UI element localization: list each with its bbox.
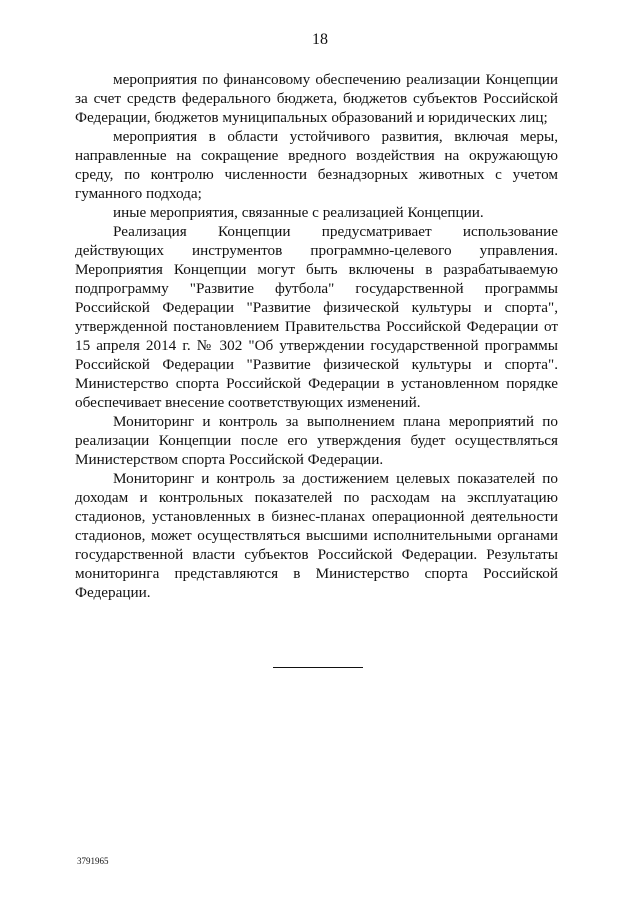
paragraph-sustainable-development: мероприятия в области устойчивого развития, включая меры, направленные на сокращение вредного воздействия на окружающую среду, по контролю численности безнадзорных животных с учетом гуманного подхода; bbox=[75, 128, 558, 202]
paragraph-financing: мероприятия по финансовому обеспечению реализации Концепции за счет средств федерального бюджета, бюджетов субъектов Российской Федерации, бюджетов муниципальных образований и юридических лиц; bbox=[75, 71, 558, 126]
document-code: 3791965 bbox=[77, 856, 109, 866]
paragraph-monitoring-plan: Мониторинг и контроль за выполнением плана мероприятий по реализации Концепции после его утверждения будет осуществляться Министерством спорта Российской Федерации. bbox=[75, 413, 558, 468]
paragraph-monitoring-targets: Мониторинг и контроль за достижением целевых показателей по доходам и контрольных показателей по расходам на эксплуатацию стадионов, установленных в бизнес-планах операционной деятельности стадионов, может осуществляться высшими исполнительными органами государственной власти субъектов Российской Федерации. Результаты мониторинга представляются в Министерство спорта Российской Федерации. bbox=[75, 470, 558, 601]
document-body bbox=[75, 70, 558, 602]
paragraph-other-measures: иные мероприятия, связанные с реализацией Концепции. bbox=[113, 204, 484, 221]
paragraph-implementation: Реализация Концепции предусматривает использование действующих инструментов программно-целевого управления. Мероприятия Концепции могут быть включены в разрабатываемую подпрограмму "Развитие футбола" государственной программы Российской Федерации "Развитие физической культуры и спорта", утвержденной постановлением Правительства Российской Федерации от 15 апреля 2014 г. № 302 "Об утверждении государственной программы Российской Федерации "Развитие физической культуры и спорта". Министерство спорта Российской Федерации в установленном порядке обеспечивает внесение соответствующих изменений. bbox=[75, 223, 558, 411]
page-number: 18 bbox=[312, 31, 328, 48]
closing-rule bbox=[273, 667, 363, 668]
